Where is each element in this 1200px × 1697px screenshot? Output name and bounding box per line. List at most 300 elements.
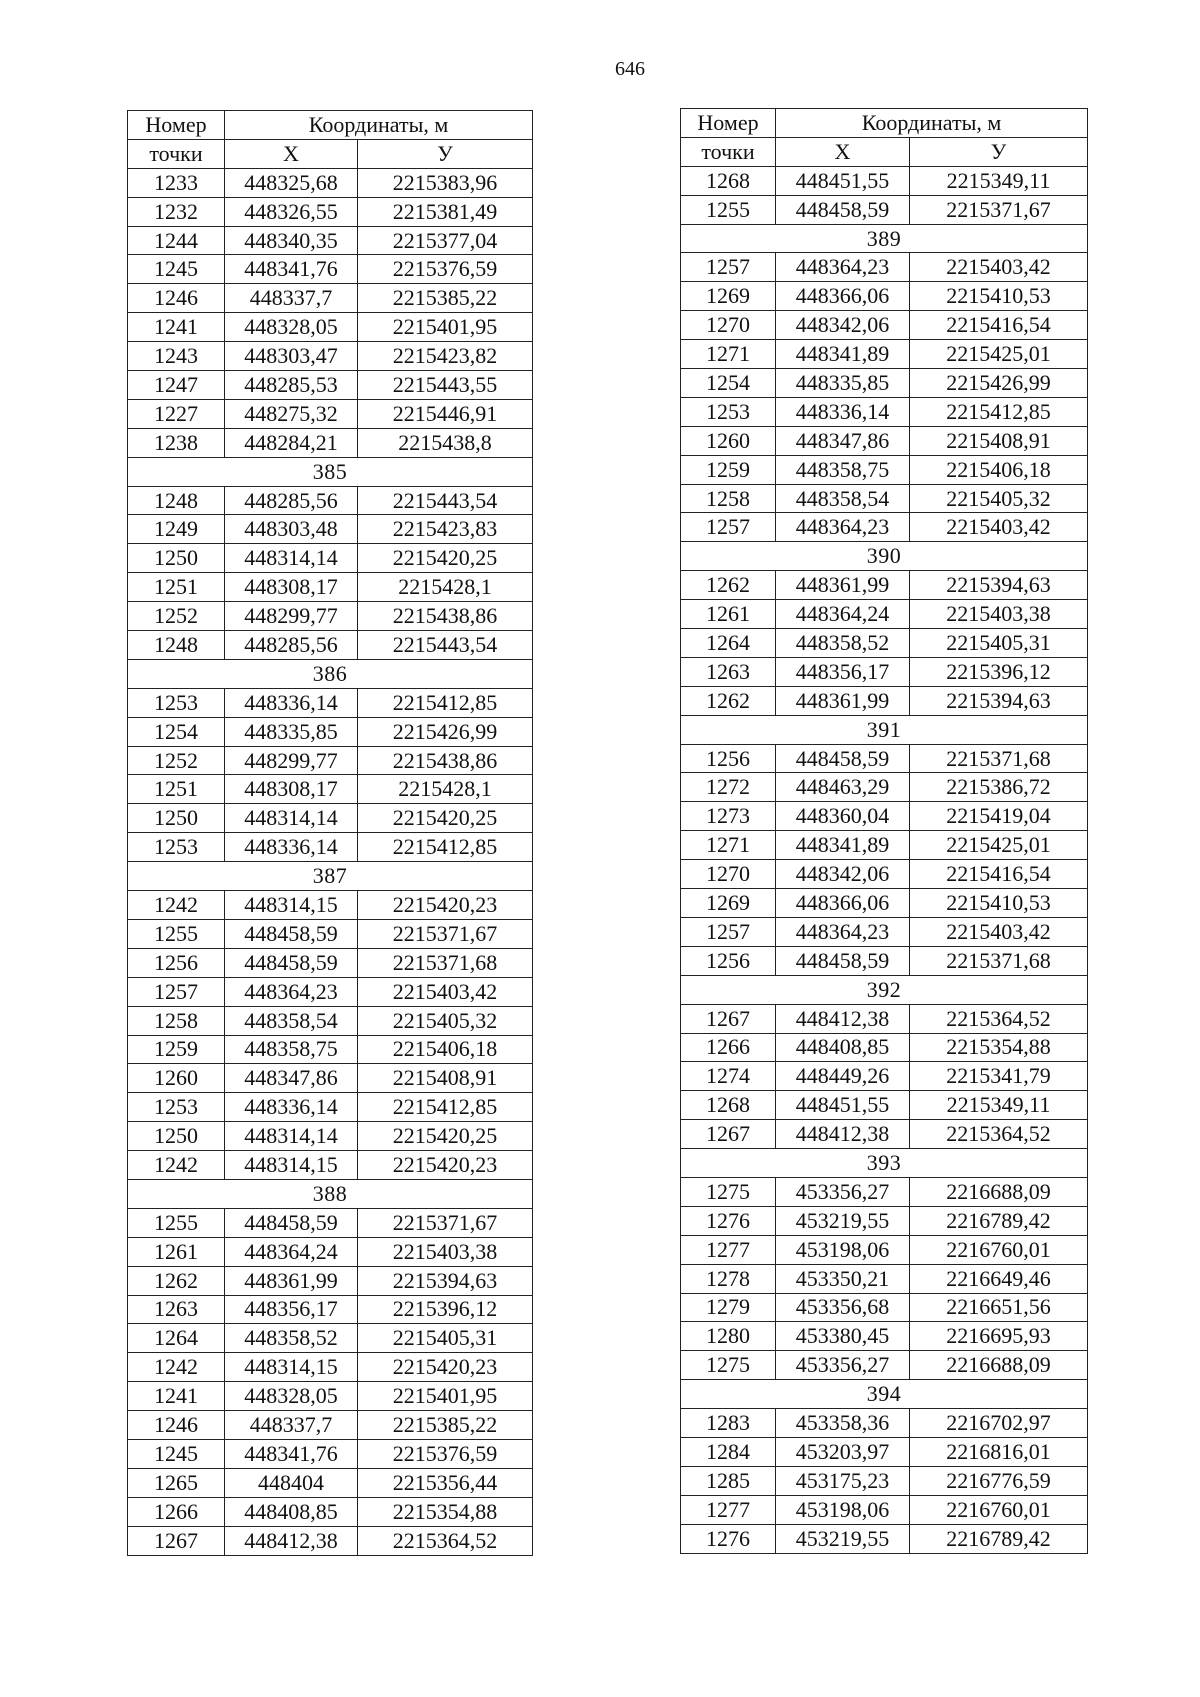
y-coordinate-cell: 2216776,59 — [910, 1466, 1088, 1495]
y-coordinate-cell: 2215396,12 — [358, 1295, 533, 1324]
point-number-cell: 1262 — [128, 1266, 225, 1295]
table-row — [681, 369, 1088, 398]
x-coordinate-cell: 448364,24 — [225, 1237, 358, 1266]
point-number-cell: 1273 — [681, 802, 776, 831]
x-coordinate-cell: 448347,86 — [225, 1064, 358, 1093]
table-row — [128, 544, 533, 573]
table-row — [128, 1439, 533, 1468]
table-row — [128, 1411, 533, 1440]
x-coordinate-cell: 453203,97 — [776, 1437, 910, 1466]
y-coordinate-cell: 2215423,83 — [358, 515, 533, 544]
point-number-cell: 1257 — [681, 917, 776, 946]
point-number-cell: 1251 — [128, 775, 225, 804]
y-coordinate-cell: 2215412,85 — [910, 397, 1088, 426]
point-number-cell: 1242 — [128, 891, 225, 920]
table-row — [128, 746, 533, 775]
table-row — [681, 657, 1088, 686]
point-number-cell: 1247 — [128, 371, 225, 400]
table-row — [681, 1004, 1088, 1033]
table-row — [681, 917, 1088, 946]
point-number-cell: 1270 — [681, 311, 776, 340]
x-coordinate-cell: 448314,15 — [225, 891, 358, 920]
x-coordinate-cell: 448326,55 — [225, 197, 358, 226]
table-row — [128, 1064, 533, 1093]
x-coordinate-cell: 448358,75 — [225, 1035, 358, 1064]
x-coordinate-cell: 448347,86 — [776, 426, 910, 455]
x-coordinate-cell: 448449,26 — [776, 1062, 910, 1091]
y-coordinate-cell: 2216651,56 — [910, 1293, 1088, 1322]
point-number-header-line2: точки — [128, 139, 225, 168]
point-number-cell: 1276 — [681, 1206, 776, 1235]
point-number-cell: 1255 — [681, 195, 776, 224]
y-coordinate-cell: 2216789,42 — [910, 1524, 1088, 1553]
group-row — [128, 659, 533, 688]
table-row — [681, 455, 1088, 484]
table-row — [681, 282, 1088, 311]
y-coordinate-cell: 2215371,67 — [358, 919, 533, 948]
x-coordinate-cell: 448364,23 — [776, 253, 910, 282]
point-number-cell: 1278 — [681, 1264, 776, 1293]
y-coordinate-cell: 2215420,25 — [358, 804, 533, 833]
y-coordinate-cell: 2215419,04 — [910, 802, 1088, 831]
point-number-cell: 1258 — [681, 484, 776, 513]
table-row — [681, 629, 1088, 658]
table-row — [128, 168, 533, 197]
y-coordinate-cell: 2215420,23 — [358, 891, 533, 920]
y-coordinate-cell: 2215425,01 — [910, 831, 1088, 860]
y-coordinate-cell: 2215401,95 — [358, 1382, 533, 1411]
x-coordinate-cell: 448358,52 — [225, 1324, 358, 1353]
x-coordinate-cell: 448341,76 — [225, 255, 358, 284]
point-number-cell: 1260 — [681, 426, 776, 455]
x-coordinate-cell: 448458,59 — [225, 919, 358, 948]
point-number-cell: 1269 — [681, 889, 776, 918]
group-label: 392 — [681, 975, 1088, 1004]
y-coordinate-cell: 2215412,85 — [358, 1093, 533, 1122]
point-number-cell: 1248 — [128, 486, 225, 515]
point-number-cell: 1284 — [681, 1437, 776, 1466]
y-coordinate-cell: 2215349,11 — [910, 1091, 1088, 1120]
x-coordinate-cell: 448314,14 — [225, 804, 358, 833]
table-row — [128, 1295, 533, 1324]
table-row — [681, 1177, 1088, 1206]
y-coordinate-cell: 2216760,01 — [910, 1235, 1088, 1264]
y-coordinate-cell: 2215443,54 — [358, 486, 533, 515]
y-coordinate-cell: 2215405,32 — [910, 484, 1088, 513]
y-column-header: У — [910, 137, 1088, 166]
y-coordinate-cell: 2215356,44 — [358, 1468, 533, 1497]
table-row — [128, 1324, 533, 1353]
point-number-cell: 1241 — [128, 313, 225, 342]
table-row — [681, 1322, 1088, 1351]
point-number-cell: 1258 — [128, 1006, 225, 1035]
table-row — [128, 804, 533, 833]
y-coordinate-cell: 2215383,96 — [358, 168, 533, 197]
point-number-cell: 1275 — [681, 1351, 776, 1380]
group-row — [681, 975, 1088, 1004]
x-coordinate-cell: 448299,77 — [225, 602, 358, 631]
x-coordinate-cell: 448451,55 — [776, 166, 910, 195]
coordinates-header: Координаты, м — [225, 111, 533, 140]
x-column-header: X — [776, 137, 910, 166]
group-label: 390 — [681, 542, 1088, 571]
point-number-cell: 1264 — [681, 629, 776, 658]
point-number-cell: 1255 — [128, 1208, 225, 1237]
point-number-cell: 1267 — [681, 1120, 776, 1149]
point-number-cell: 1256 — [681, 744, 776, 773]
x-coordinate-cell: 448314,14 — [225, 544, 358, 573]
point-number-cell: 1252 — [128, 746, 225, 775]
point-number-cell: 1260 — [128, 1064, 225, 1093]
y-coordinate-cell: 2215364,52 — [910, 1120, 1088, 1149]
point-number-cell: 1246 — [128, 284, 225, 313]
y-coordinate-cell: 2215371,68 — [910, 744, 1088, 773]
x-coordinate-cell: 448336,14 — [225, 688, 358, 717]
table-row — [681, 1264, 1088, 1293]
x-coordinate-cell: 448451,55 — [776, 1091, 910, 1120]
table-body — [681, 166, 1088, 1553]
point-number-cell: 1277 — [681, 1495, 776, 1524]
point-number-cell: 1250 — [128, 544, 225, 573]
y-column-header: У — [358, 139, 533, 168]
table-row — [128, 284, 533, 313]
x-coordinate-cell: 448458,59 — [225, 1208, 358, 1237]
point-number-cell: 1271 — [681, 340, 776, 369]
x-coordinate-cell: 448285,56 — [225, 631, 358, 660]
table-row — [128, 573, 533, 602]
point-number-cell: 1249 — [128, 515, 225, 544]
y-coordinate-cell: 2215401,95 — [358, 313, 533, 342]
point-number-cell: 1280 — [681, 1322, 776, 1351]
x-coordinate-cell: 448360,04 — [776, 802, 910, 831]
header-row — [128, 111, 533, 140]
y-coordinate-cell: 2215405,32 — [358, 1006, 533, 1035]
y-coordinate-cell: 2215412,85 — [358, 833, 533, 862]
x-coordinate-cell: 453175,23 — [776, 1466, 910, 1495]
x-coordinate-cell: 453198,06 — [776, 1495, 910, 1524]
point-number-cell: 1283 — [681, 1409, 776, 1438]
table-row — [681, 831, 1088, 860]
x-coordinate-cell: 448275,32 — [225, 399, 358, 428]
point-number-cell: 1242 — [128, 1151, 225, 1180]
point-number-cell: 1254 — [681, 369, 776, 398]
table-row — [681, 1033, 1088, 1062]
point-number-cell: 1250 — [128, 1122, 225, 1151]
point-number-cell: 1263 — [681, 657, 776, 686]
point-number-cell: 1267 — [681, 1004, 776, 1033]
table-row — [128, 1353, 533, 1382]
point-number-cell: 1267 — [128, 1526, 225, 1555]
group-row — [128, 457, 533, 486]
point-number-cell: 1246 — [128, 1411, 225, 1440]
table-row — [128, 919, 533, 948]
y-coordinate-cell: 2216816,01 — [910, 1437, 1088, 1466]
point-number-cell: 1261 — [681, 600, 776, 629]
y-coordinate-cell: 2215381,49 — [358, 197, 533, 226]
y-coordinate-cell: 2215425,01 — [910, 340, 1088, 369]
point-number-cell: 1264 — [128, 1324, 225, 1353]
y-coordinate-cell: 2215438,86 — [358, 746, 533, 775]
y-coordinate-cell: 2215420,23 — [358, 1353, 533, 1382]
y-coordinate-cell: 2215408,91 — [910, 426, 1088, 455]
x-coordinate-cell: 448335,85 — [225, 717, 358, 746]
y-coordinate-cell: 2215349,11 — [910, 166, 1088, 195]
x-coordinate-cell: 448358,54 — [225, 1006, 358, 1035]
table-row — [128, 1266, 533, 1295]
point-number-cell: 1274 — [681, 1062, 776, 1091]
x-coordinate-cell: 453219,55 — [776, 1524, 910, 1553]
x-coordinate-cell: 448463,29 — [776, 773, 910, 802]
y-coordinate-cell: 2215443,54 — [358, 631, 533, 660]
x-coordinate-cell: 448458,59 — [776, 195, 910, 224]
table-row — [681, 1495, 1088, 1524]
group-label: 389 — [681, 224, 1088, 253]
group-row — [128, 862, 533, 891]
x-coordinate-cell: 448314,14 — [225, 1122, 358, 1151]
table-row — [681, 1293, 1088, 1322]
table-row — [681, 889, 1088, 918]
y-coordinate-cell: 2215446,91 — [358, 399, 533, 428]
x-coordinate-cell: 448458,59 — [776, 744, 910, 773]
x-coordinate-cell: 448458,59 — [776, 946, 910, 975]
x-coordinate-cell: 448342,06 — [776, 860, 910, 889]
x-coordinate-cell: 448364,23 — [776, 513, 910, 542]
point-number-cell: 1257 — [128, 977, 225, 1006]
y-coordinate-cell: 2215354,88 — [358, 1497, 533, 1526]
y-coordinate-cell: 2215385,22 — [358, 1411, 533, 1440]
point-number-cell: 1245 — [128, 255, 225, 284]
y-coordinate-cell: 2215438,86 — [358, 602, 533, 631]
group-row — [681, 1380, 1088, 1409]
table-row — [681, 195, 1088, 224]
y-coordinate-cell: 2215394,63 — [358, 1266, 533, 1295]
table-row — [128, 1006, 533, 1035]
table-row — [128, 891, 533, 920]
x-coordinate-cell: 448299,77 — [225, 746, 358, 775]
y-coordinate-cell: 2215405,31 — [358, 1324, 533, 1353]
y-coordinate-cell: 2216789,42 — [910, 1206, 1088, 1235]
table-row — [681, 773, 1088, 802]
point-number-cell: 1253 — [128, 1093, 225, 1122]
x-coordinate-cell: 448358,54 — [776, 484, 910, 513]
y-coordinate-cell: 2216688,09 — [910, 1351, 1088, 1380]
x-coordinate-cell: 448412,38 — [225, 1526, 358, 1555]
table-row — [128, 977, 533, 1006]
group-label: 394 — [681, 1380, 1088, 1409]
x-coordinate-cell: 453358,36 — [776, 1409, 910, 1438]
table-row — [681, 1437, 1088, 1466]
table-row — [128, 1208, 533, 1237]
table-row — [128, 1526, 533, 1555]
point-number-cell: 1251 — [128, 573, 225, 602]
point-number-cell: 1277 — [681, 1235, 776, 1264]
point-number-cell: 1279 — [681, 1293, 776, 1322]
table-row — [128, 1151, 533, 1180]
point-number-cell: 1233 — [128, 168, 225, 197]
table-row — [681, 1466, 1088, 1495]
table-row — [681, 253, 1088, 282]
x-coordinate-cell: 448341,89 — [776, 831, 910, 860]
y-coordinate-cell: 2215386,72 — [910, 773, 1088, 802]
point-number-cell: 1254 — [128, 717, 225, 746]
x-coordinate-cell: 448412,38 — [776, 1120, 910, 1149]
y-coordinate-cell: 2215416,54 — [910, 311, 1088, 340]
table-row — [128, 399, 533, 428]
x-coordinate-cell: 448303,47 — [225, 342, 358, 371]
y-coordinate-cell: 2215371,68 — [358, 948, 533, 977]
y-coordinate-cell: 2215410,53 — [910, 282, 1088, 311]
table-row — [128, 1382, 533, 1411]
x-coordinate-cell: 448308,17 — [225, 573, 358, 602]
header-row — [681, 109, 1088, 138]
y-coordinate-cell: 2215403,42 — [910, 253, 1088, 282]
table-row — [128, 1035, 533, 1064]
y-coordinate-cell: 2215385,22 — [358, 284, 533, 313]
x-coordinate-cell: 453219,55 — [776, 1206, 910, 1235]
table-row — [681, 686, 1088, 715]
y-coordinate-cell: 2215443,55 — [358, 371, 533, 400]
table-row — [128, 602, 533, 631]
table-row — [128, 313, 533, 342]
y-coordinate-cell: 2216702,97 — [910, 1409, 1088, 1438]
table-row — [128, 371, 533, 400]
y-coordinate-cell: 2215403,42 — [910, 513, 1088, 542]
point-number-cell: 1285 — [681, 1466, 776, 1495]
point-number-cell: 1241 — [128, 1382, 225, 1411]
table-row — [128, 948, 533, 977]
x-coordinate-cell: 448366,06 — [776, 889, 910, 918]
point-number-cell: 1255 — [128, 919, 225, 948]
x-coordinate-cell: 448404 — [225, 1468, 358, 1497]
point-number-cell: 1269 — [681, 282, 776, 311]
x-coordinate-cell: 448361,99 — [225, 1266, 358, 1295]
group-label: 386 — [128, 659, 533, 688]
x-coordinate-cell: 448408,85 — [776, 1033, 910, 1062]
group-row — [681, 542, 1088, 571]
x-coordinate-cell: 448358,52 — [776, 629, 910, 658]
table-row — [128, 631, 533, 660]
table-row — [681, 513, 1088, 542]
point-number-header-line1: Номер — [128, 111, 225, 140]
group-label: 388 — [128, 1179, 533, 1208]
x-coordinate-cell: 448364,23 — [776, 917, 910, 946]
point-number-cell: 1232 — [128, 197, 225, 226]
x-coordinate-cell: 448341,89 — [776, 340, 910, 369]
point-number-cell: 1238 — [128, 428, 225, 457]
group-row — [128, 1179, 533, 1208]
table-row — [681, 1062, 1088, 1091]
x-coordinate-cell: 453356,68 — [776, 1293, 910, 1322]
x-coordinate-cell: 448285,53 — [225, 371, 358, 400]
table-row — [681, 1120, 1088, 1149]
coordinates-header: Координаты, м — [776, 109, 1088, 138]
point-number-cell: 1257 — [681, 253, 776, 282]
table-row — [128, 1497, 533, 1526]
point-number-cell: 1275 — [681, 1177, 776, 1206]
point-number-cell: 1242 — [128, 1353, 225, 1382]
table-row — [681, 484, 1088, 513]
x-coordinate-cell: 448361,99 — [776, 571, 910, 600]
group-row — [681, 715, 1088, 744]
table-row — [681, 571, 1088, 600]
group-label: 393 — [681, 1149, 1088, 1178]
table-row — [681, 1409, 1088, 1438]
y-coordinate-cell: 2215377,04 — [358, 226, 533, 255]
point-number-cell: 1265 — [128, 1468, 225, 1497]
point-number-cell: 1257 — [681, 513, 776, 542]
y-coordinate-cell: 2215423,82 — [358, 342, 533, 371]
point-number-cell: 1262 — [681, 571, 776, 600]
x-coordinate-cell: 453350,21 — [776, 1264, 910, 1293]
x-coordinate-cell: 448342,06 — [776, 311, 910, 340]
y-coordinate-cell: 2215408,91 — [358, 1064, 533, 1093]
table-row — [128, 515, 533, 544]
x-coordinate-cell: 448458,59 — [225, 948, 358, 977]
x-coordinate-cell: 448366,06 — [776, 282, 910, 311]
y-coordinate-cell: 2215354,88 — [910, 1033, 1088, 1062]
y-coordinate-cell: 2216695,93 — [910, 1322, 1088, 1351]
x-coordinate-cell: 448364,23 — [225, 977, 358, 1006]
x-coordinate-cell: 448308,17 — [225, 775, 358, 804]
table-row — [681, 340, 1088, 369]
point-number-cell: 1272 — [681, 773, 776, 802]
table-row — [681, 1524, 1088, 1553]
point-number-header-line1: Номер — [681, 109, 776, 138]
x-coordinate-cell: 448336,14 — [225, 833, 358, 862]
x-coordinate-cell: 448328,05 — [225, 313, 358, 342]
point-number-cell: 1245 — [128, 1439, 225, 1468]
y-coordinate-cell: 2215426,99 — [358, 717, 533, 746]
y-coordinate-cell: 2215428,1 — [358, 775, 533, 804]
y-coordinate-cell: 2215426,99 — [910, 369, 1088, 398]
x-coordinate-cell: 448284,21 — [225, 428, 358, 457]
y-coordinate-cell: 2215403,38 — [910, 600, 1088, 629]
x-coordinate-cell: 448340,35 — [225, 226, 358, 255]
x-coordinate-cell: 453380,45 — [776, 1322, 910, 1351]
x-coordinate-cell: 448328,05 — [225, 1382, 358, 1411]
table-row — [128, 1122, 533, 1151]
y-coordinate-cell: 2215403,42 — [910, 917, 1088, 946]
group-label: 385 — [128, 457, 533, 486]
point-number-cell: 1248 — [128, 631, 225, 660]
x-coordinate-cell: 453356,27 — [776, 1351, 910, 1380]
x-coordinate-cell: 448325,68 — [225, 168, 358, 197]
table-body — [128, 168, 533, 1555]
y-coordinate-cell: 2216649,46 — [910, 1264, 1088, 1293]
y-coordinate-cell: 2215403,38 — [358, 1237, 533, 1266]
y-coordinate-cell: 2215396,12 — [910, 657, 1088, 686]
y-coordinate-cell: 2215428,1 — [358, 573, 533, 602]
y-coordinate-cell: 2216760,01 — [910, 1495, 1088, 1524]
group-label: 391 — [681, 715, 1088, 744]
point-number-cell: 1268 — [681, 166, 776, 195]
y-coordinate-cell: 2215410,53 — [910, 889, 1088, 918]
y-coordinate-cell: 2215403,42 — [358, 977, 533, 1006]
point-number-cell: 1243 — [128, 342, 225, 371]
x-coordinate-cell: 448314,15 — [225, 1151, 358, 1180]
point-number-cell: 1270 — [681, 860, 776, 889]
x-coordinate-cell: 448336,14 — [225, 1093, 358, 1122]
table-row — [128, 197, 533, 226]
table-row — [681, 1206, 1088, 1235]
x-coordinate-cell: 448337,7 — [225, 1411, 358, 1440]
header-row — [681, 137, 1088, 166]
y-coordinate-cell: 2215405,31 — [910, 629, 1088, 658]
table-row — [681, 802, 1088, 831]
point-number-cell: 1266 — [128, 1497, 225, 1526]
coordinates-table-right — [680, 108, 1088, 1554]
x-coordinate-cell: 448341,76 — [225, 1439, 358, 1468]
